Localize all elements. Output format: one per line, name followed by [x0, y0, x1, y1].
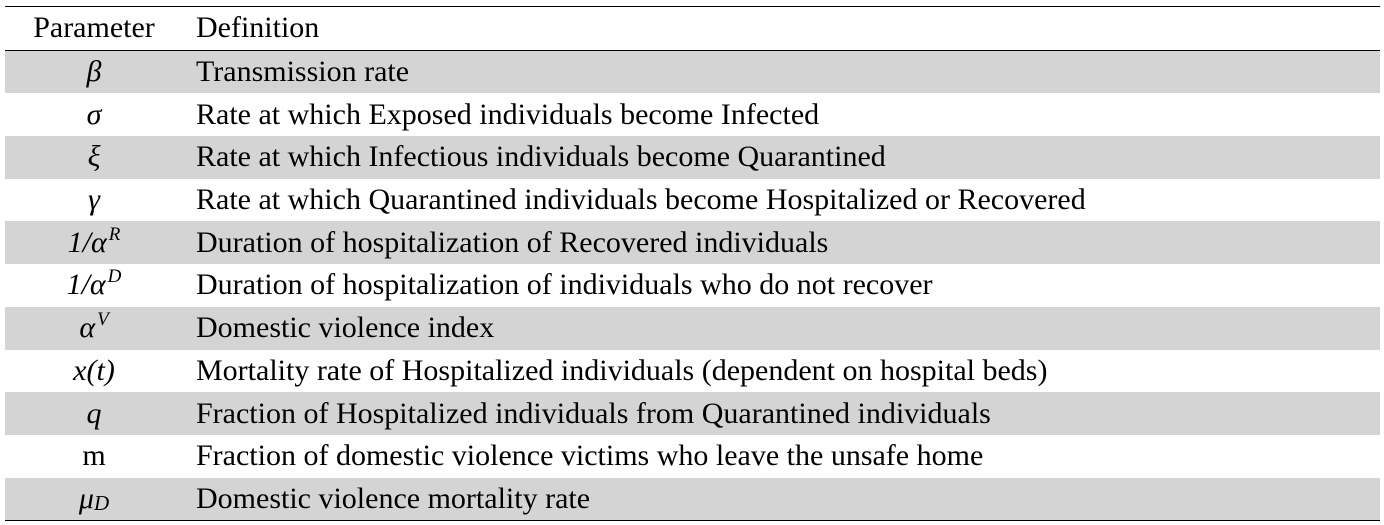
- table-row: [5, 350, 1380, 393]
- table-body: [5, 50, 1380, 521]
- definition-cell: Rate at which Exposed individuals become Infected: [196, 97, 820, 131]
- definition-cell: Domestic violence mortality rate: [183, 478, 1380, 521]
- parameter-symbol: [73, 354, 115, 387]
- parameter-cell: [5, 478, 183, 521]
- parameter-cell: [5, 93, 183, 136]
- parameter-cell: [5, 392, 183, 435]
- parameter-symbol: [67, 268, 122, 301]
- symbol-base: σ: [86, 97, 102, 131]
- table-row: [5, 50, 1380, 93]
- definition-cell: Mortality rate of Hospitalized individuals (dependent on hospital beds): [196, 353, 1048, 387]
- parameter-symbol: [87, 397, 102, 430]
- symbol-base: m: [82, 439, 106, 473]
- table-row: [5, 93, 1380, 136]
- symbol-base: 1/α: [67, 225, 107, 259]
- table-row: [5, 435, 1380, 478]
- table-row: [5, 221, 1380, 264]
- parameter-cell: [5, 179, 183, 222]
- parameter-cell: [5, 50, 183, 93]
- symbol-superscript: V: [97, 309, 109, 331]
- definition-cell: Duration of hospitalization of individuals who do not recover: [196, 268, 933, 302]
- symbol-base: ξ: [87, 140, 101, 174]
- symbol-superscript: D: [107, 266, 122, 288]
- parameter-cell: [5, 136, 183, 179]
- table-header: [5, 7, 1380, 51]
- parameter-symbol: [88, 140, 101, 173]
- parameter-symbol: [79, 311, 108, 344]
- table-row: [5, 478, 1380, 521]
- header-parameter: Parameter: [5, 7, 183, 51]
- symbol-superscript: R: [108, 223, 121, 245]
- definition-cell: Duration of hospitalization of Recovered individuals: [183, 221, 1380, 264]
- definition-cell: Domestic violence index: [183, 307, 1380, 350]
- symbol-base: β: [86, 55, 102, 89]
- definition-cell: Rate at which Quarantined individuals become Hospitalized or Recovered: [196, 183, 1086, 217]
- parameter-table: [5, 6, 1380, 521]
- parameter-cell: [5, 435, 183, 478]
- parameter-symbol: [87, 55, 102, 88]
- symbol-base: q: [86, 396, 102, 430]
- table-row: [5, 307, 1380, 350]
- symbol-base: α: [79, 311, 96, 345]
- table-row: [5, 392, 1380, 435]
- parameter-symbol: [88, 183, 100, 216]
- definition-cell: Fraction of Hospitalized individuals from Quarantined individuals: [183, 392, 1380, 435]
- symbol-base: μ: [78, 481, 94, 515]
- parameter-cell: [5, 307, 183, 350]
- definition-cell: Fraction of domestic violence victims who leave the unsafe home: [196, 439, 984, 473]
- table-row: [5, 264, 1380, 307]
- symbol-subscript: D: [93, 490, 110, 515]
- parameter-symbol: [67, 223, 121, 259]
- parameter-symbol: [79, 482, 109, 515]
- parameter-symbol: [82, 439, 105, 472]
- parameter-cell: [5, 350, 183, 393]
- parameter-cell: [5, 264, 183, 307]
- table-row: [5, 136, 1380, 179]
- parameter-cell: [5, 221, 183, 264]
- symbol-base: x(t): [73, 353, 115, 387]
- symbol-base: γ: [88, 183, 100, 217]
- header-definition: Definition: [183, 7, 1380, 51]
- parameter-symbol: [87, 98, 102, 131]
- header-row: [5, 7, 1380, 51]
- definition-cell: Rate at which Infectious individuals become Quarantined: [183, 136, 1380, 179]
- symbol-base: 1/α: [66, 268, 106, 302]
- definition-cell: Transmission rate: [183, 50, 1380, 93]
- table-row: [5, 179, 1380, 222]
